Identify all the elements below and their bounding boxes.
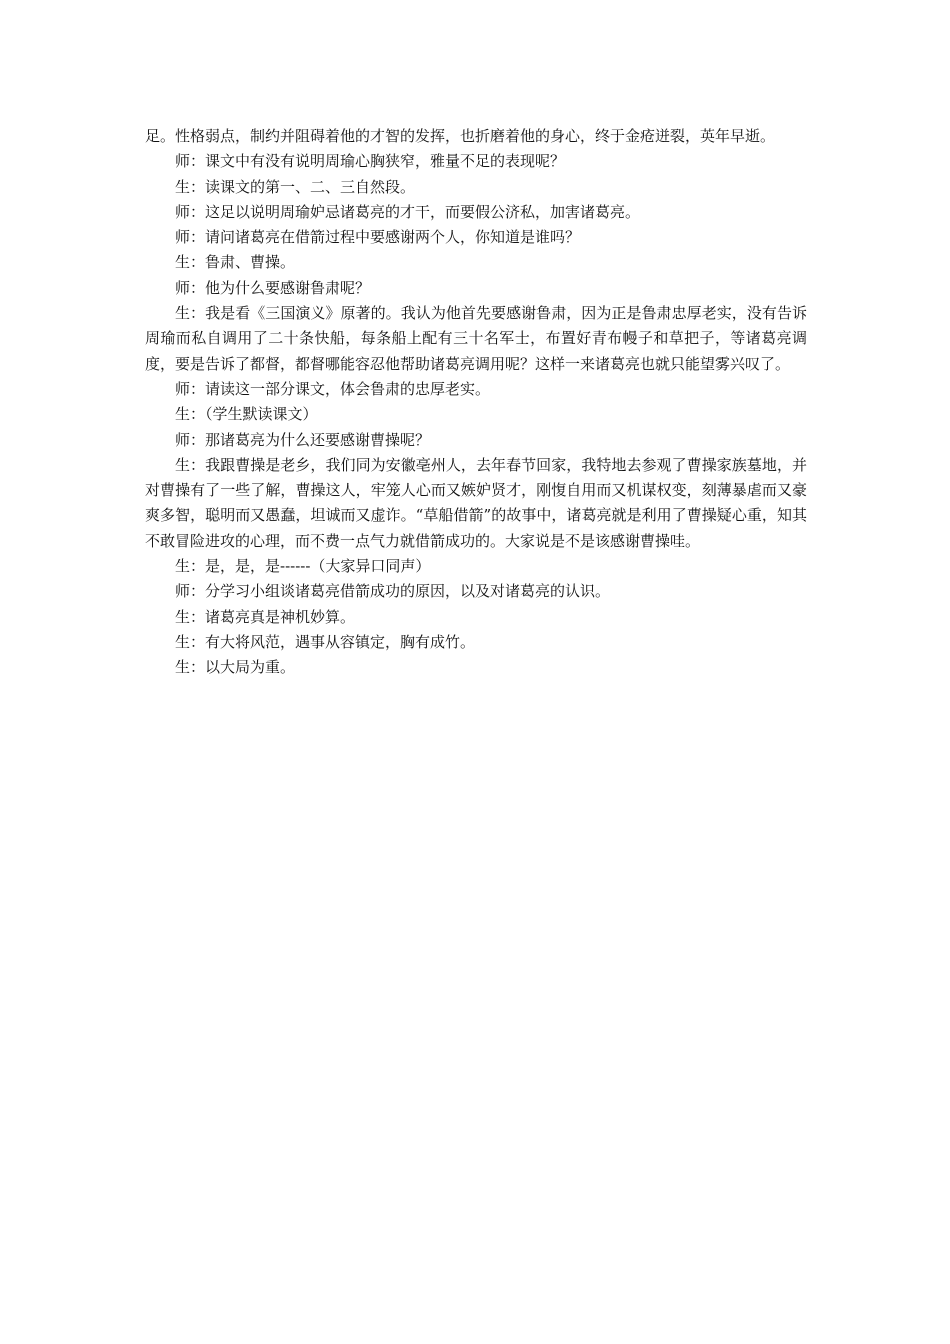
paragraph: 生：我跟曹操是老乡，我们同为安徽亳州人，去年春节回家，我特地去参观了曹操家族墓地，并对曹操有了一些了解，曹操这人，牢笼人心而又嫉妒贤才，刚愎自用而又机谋权变，刻薄暴虐而又豪爽多智，聪明而又愚蠢，坦诚而又虚诈。“草船借箭”的故事中，诸葛亮就是利用了曹操疑心重，知其不敢冒险进攻的心理，而不费一点气力就借箭成功的。大家说是不是该感谢曹操哇。	[145, 455, 807, 550]
document-page	[145, 124, 807, 681]
paragraph: 生：以大局为重。	[175, 658, 296, 677]
paragraph: 师：这足以说明周瑜妒忌诸葛亮的才干，而要假公济私，加害诸葛亮。	[175, 202, 641, 221]
paragraph: 生：鲁肃、曹操。	[175, 253, 296, 272]
paragraph: 师：课文中有没有说明周瑜心胸狭窄，雅量不足的表现呢？	[175, 152, 566, 171]
paragraph: 师：请问诸葛亮在借箭过程中要感谢两个人，你知道是谁吗？	[175, 228, 581, 247]
paragraph: 生：（学生默读课文）	[175, 405, 318, 424]
paragraph: 生：诸葛亮真是神机妙算。	[175, 607, 356, 626]
paragraph: 师：那诸葛亮为什么还要感谢曹操呢？	[175, 430, 431, 449]
paragraph: 师：请读这一部分课文，体会鲁肃的忠厚老实。	[175, 379, 491, 398]
paragraph: 生：是，是，是------（大家异口同声）	[175, 557, 431, 576]
paragraph: 生：我是看《三国演义》原著的。我认为他首先要感谢鲁肃，因为正是鲁肃忠厚老实，没有告诉周瑜而私自调用了二十条快船，每条船上配有三十名军士，布置好青布幔子和草把子，等诸葛亮调度，要是告诉了都督，都督哪能容忍他帮助诸葛亮调用呢？这样一来诸葛亮也就只能望雾兴叹了。	[145, 304, 807, 373]
paragraph: 生：读课文的第一、二、三自然段。	[175, 177, 416, 196]
paragraph: 生：有大将风范，遇事从容镇定，胸有成竹。	[175, 632, 476, 651]
paragraph: 足。性格弱点，制约并阻碍着他的才智的发挥，也折磨着他的身心，终于金疮迸裂，英年早逝。	[145, 127, 776, 145]
paragraph: 师：分学习小组谈诸葛亮借箭成功的原因，以及对诸葛亮的认识。	[175, 582, 611, 601]
paragraph: 师：他为什么要感谢鲁肃呢？	[175, 278, 371, 297]
